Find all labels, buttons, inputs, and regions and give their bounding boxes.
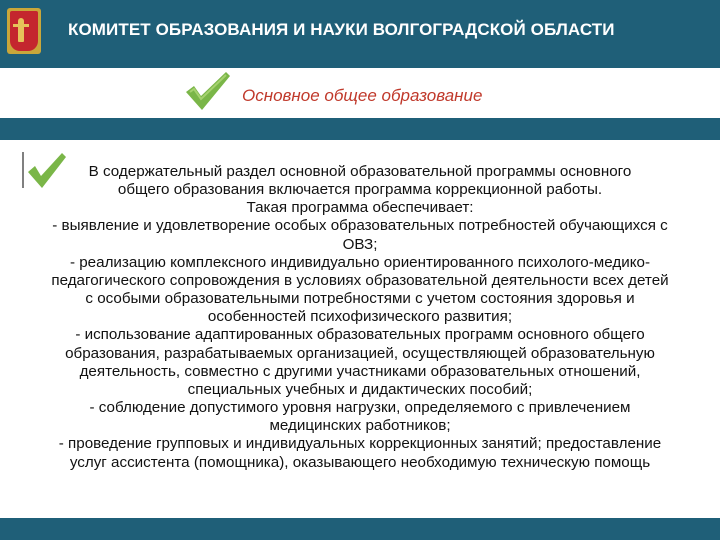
content-text bbox=[4, 163, 716, 472]
subtitle-text: Основное общее образование bbox=[242, 86, 483, 105]
header-title: КОМИТЕТ ОБРАЗОВАНИЯ И НАУКИ ВОЛГОГРАДСКОЙ ОБЛАСТИ bbox=[68, 20, 615, 39]
content-line: - выявление и удовлетворение особых образовательных потребностей обучающихся с bbox=[52, 217, 668, 235]
content-line: - проведение групповых и индивидуальных коррекционных занятий; предоставление bbox=[58, 435, 662, 453]
content-line: общего образования включается программа коррекционной работы. bbox=[117, 181, 603, 199]
content-line: образования, разрабатываемых организацией, осуществляющей образовательную bbox=[65, 344, 655, 362]
divider-bar bbox=[0, 118, 720, 140]
content-line: с особыми образовательными потребностями с учетом состояния здоровья и bbox=[85, 290, 635, 308]
content-line: педагогического сопровождения в условиях образовательной деятельности всех детей bbox=[51, 271, 669, 289]
content-line: особенностей психофизического развития; bbox=[207, 308, 513, 326]
content-line: ОВЗ; bbox=[342, 235, 378, 253]
footer-bar bbox=[0, 518, 720, 540]
content-line: деятельность, совместно с другими участниками образовательных отношений, bbox=[79, 362, 641, 380]
header-bar bbox=[0, 0, 720, 68]
content-line: - соблюдение допустимого уровня нагрузки, определяемого с привлечением bbox=[89, 399, 631, 417]
content-line: - реализацию комплексного индивидуально ориентированного психолого-медико- bbox=[69, 253, 651, 271]
content-line: медицинских работников; bbox=[269, 417, 451, 435]
content-line: В содержательный раздел основной образовательной программы основного bbox=[88, 163, 632, 180]
checkmark-icon bbox=[180, 68, 232, 112]
content-line: услуг ассистента (помощника), оказывающего необходимую техническую помощь bbox=[69, 453, 651, 471]
content-line: специальных учебных и дидактических пособий; bbox=[187, 380, 533, 398]
content-line: - использование адаптированных образовательных программ основного общего bbox=[75, 326, 645, 344]
content-line: Такая программа обеспечивает: bbox=[246, 199, 474, 217]
coat-of-arms-icon bbox=[7, 8, 41, 54]
